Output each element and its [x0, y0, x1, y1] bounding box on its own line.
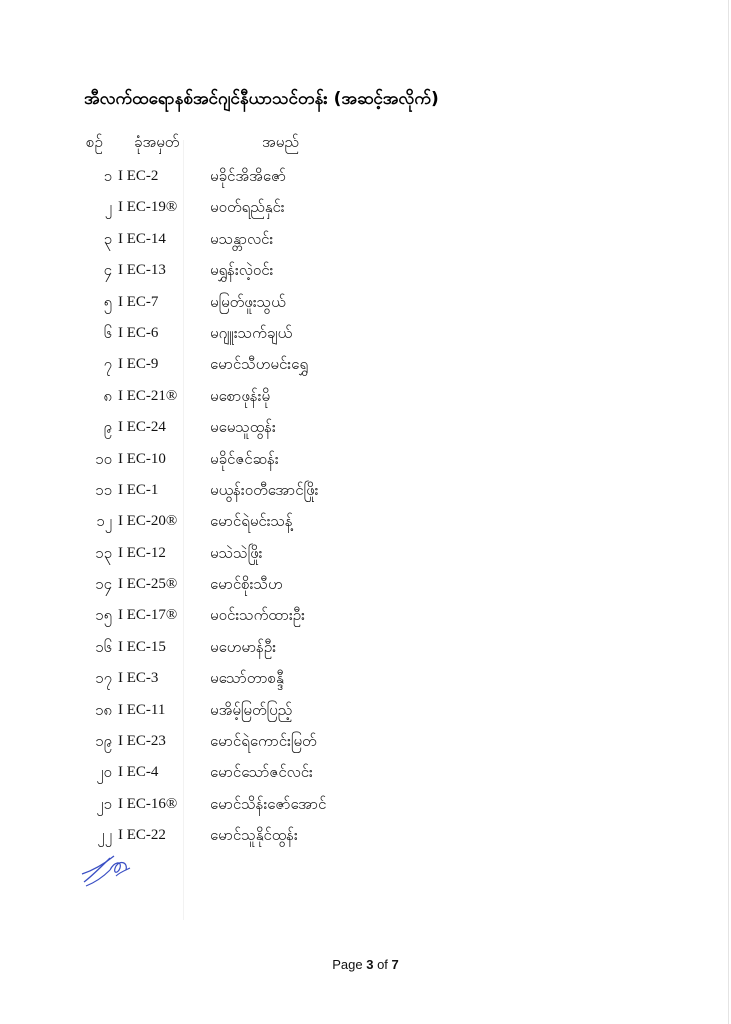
row-roll-code: I EC-1 [118, 481, 159, 498]
footer-separator: of [373, 957, 392, 972]
row-student-name: မသော်တာစန္ဒီ [210, 669, 284, 688]
row-roll-code: I EC-17® [118, 607, 178, 624]
row-number: ၁ [103, 167, 112, 185]
table-row [0, 762, 731, 793]
row-number: ၂၁ [96, 794, 112, 813]
footer-current-page: 3 [366, 957, 374, 972]
table-row [0, 417, 731, 448]
row-roll-code: I EC-16® [118, 795, 178, 812]
row-roll-code: I EC-22 [118, 827, 166, 844]
table-row [0, 605, 731, 636]
table-row [0, 292, 731, 323]
table-row [0, 731, 731, 762]
row-roll-code: I EC-15 [118, 638, 166, 655]
row-number: ၂ [104, 198, 112, 217]
row-number: ၁၅ [95, 606, 112, 625]
table-row [0, 637, 731, 668]
table-row [0, 480, 731, 511]
table-row [0, 511, 731, 542]
page-footer [0, 957, 731, 972]
row-student-name: မအိမ့်မြတ်ပြည့် [210, 700, 293, 719]
row-student-name: မခိုင်ဇင်ဆန်း [210, 449, 279, 468]
table-row [0, 323, 731, 354]
row-student-name: မခိုင်အိအိဇော် [210, 167, 287, 185]
row-roll-code: I EC-6 [118, 324, 159, 341]
row-student-name: မဝတ်ရည်နှင်း [210, 198, 285, 217]
row-number: ၁၃ [95, 543, 112, 562]
row-number: ၁၈ [94, 700, 112, 719]
row-roll-code: I EC-25® [118, 576, 178, 593]
row-roll-code: I EC-20® [118, 513, 178, 530]
row-student-name: မသဲသဲဖြိုး [210, 543, 263, 562]
signature-icon [80, 852, 136, 888]
row-student-name: မောင်သူနိုင်ထွန်း [210, 826, 298, 845]
row-number: ၉ [103, 418, 112, 437]
row-roll-code: I EC-10 [118, 450, 166, 467]
row-roll-code: I EC-13 [118, 262, 166, 279]
table-row [0, 574, 731, 605]
table-header [0, 133, 731, 159]
row-roll-code: I EC-3 [118, 670, 159, 687]
row-number: ၄ [103, 261, 112, 280]
table-row [0, 260, 731, 291]
row-roll-code: I EC-24 [118, 419, 166, 436]
row-student-name: မောင်စိုးသီဟ [210, 575, 283, 594]
row-roll-code: I EC-2 [118, 168, 159, 184]
footer-total-pages: 7 [391, 957, 399, 972]
row-student-name: မဝင်းသက်ထားဦး [210, 606, 305, 625]
row-student-name: မမေသူထွန်း [210, 418, 276, 437]
row-student-name: မောင်ရဲကောင်းမြတ် [210, 732, 317, 751]
table-row [0, 700, 731, 731]
row-number: ၁၁ [95, 480, 112, 499]
header-name: အမည် [262, 133, 299, 151]
row-number: ၇ [103, 355, 112, 374]
row-number: ၈ [103, 386, 112, 405]
row-number: ၁၇ [95, 669, 112, 688]
row-roll-code: I EC-11 [118, 701, 166, 718]
row-student-name: မဟေမာန်ဦး [210, 637, 277, 656]
table-row [0, 229, 731, 260]
row-student-name: မရွှန်းလဲ့ဝင်း [210, 261, 274, 280]
row-roll-code: I EC-19® [118, 199, 178, 216]
row-number: ၁၉ [95, 732, 112, 751]
table-row [0, 449, 731, 480]
table-row [0, 354, 731, 385]
table-row [0, 794, 731, 825]
student-roster [0, 166, 731, 857]
row-roll-code: I EC-4 [118, 764, 159, 781]
row-roll-code: I EC-7 [118, 293, 159, 310]
table-row [0, 166, 731, 197]
row-roll-code: I EC-23 [118, 733, 166, 750]
row-student-name: မောင်သော်ဇင်လင်း [210, 763, 313, 782]
row-number: ၁၀ [95, 449, 112, 468]
row-student-name: မောင်သိန်းဇော်အောင် [210, 794, 327, 813]
document-title: အီလက်ထရောနစ်အင်ဂျင်နီယာသင်တန်း (အဆင့်အလိုက်) [84, 89, 439, 109]
row-number: ၂၀ [96, 763, 112, 782]
header-number: စဥ် [86, 133, 103, 151]
row-number: ၁၄ [95, 575, 112, 594]
table-row [0, 543, 731, 574]
row-student-name: မမြတ်ဖူးသွယ် [210, 292, 286, 311]
row-number: ၃ [103, 229, 112, 248]
row-student-name: မသန္တာလင်း [210, 229, 274, 248]
footer-prefix: Page [332, 957, 367, 972]
table-row [0, 668, 731, 699]
row-student-name: မောင်သီဟမင်းရွှေ [210, 355, 309, 374]
row-roll-code: I EC-14 [118, 230, 166, 247]
row-number: ၁၂ [96, 512, 112, 531]
row-number: ၆ [103, 323, 112, 342]
row-student-name: မဂျူးသက်ချယ် [210, 323, 293, 342]
table-row [0, 197, 731, 228]
row-student-name: မောင်ရဲမင်းသန့် [210, 512, 293, 531]
row-number: ၅ [103, 292, 112, 311]
row-roll-code: I EC-12 [118, 544, 166, 561]
row-number: ၁၆ [95, 637, 112, 656]
row-student-name: မယွန်းဝတီအောင်ဖြိုး [210, 480, 319, 499]
row-number: ၂၂ [97, 826, 112, 845]
table-row [0, 386, 731, 417]
header-roll-code: ခုံအမှတ် [134, 133, 180, 151]
row-student-name: မစောဖုန်းမို [210, 386, 271, 405]
row-roll-code: I EC-9 [118, 356, 159, 373]
row-roll-code: I EC-21® [118, 387, 178, 404]
